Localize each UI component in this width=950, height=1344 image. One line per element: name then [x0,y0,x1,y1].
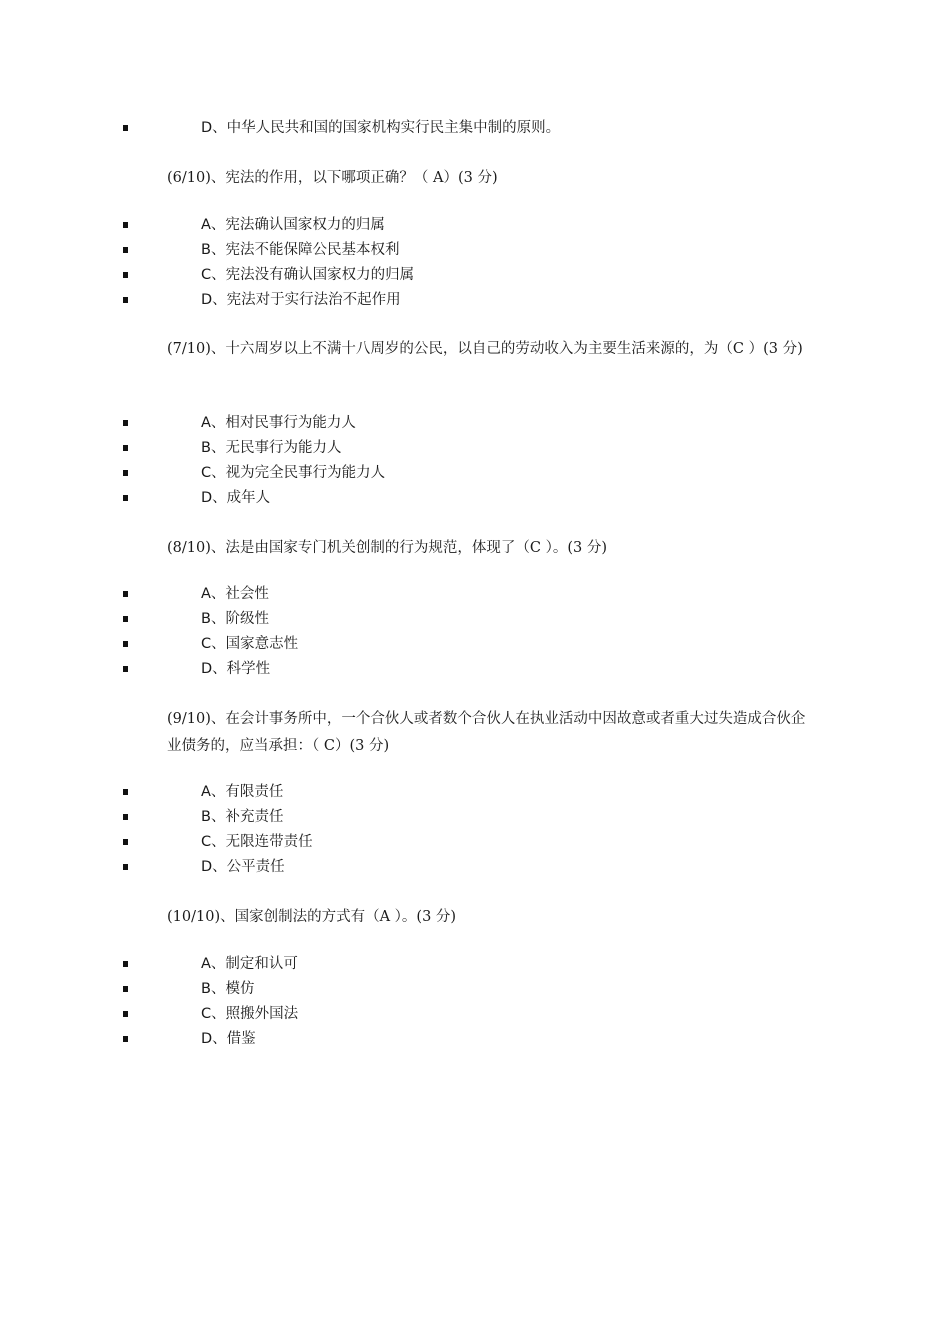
list-item [0,239,950,263]
option-text: C、宪法没有确认国家权力的归属 [201,267,415,283]
bullet-icon [123,666,128,672]
question-9-text: (9/10)、在会计事务所中，一个合伙人或者数个合伙人在执业活动中因故意或者重大过失造成合伙企业债务的，应当承担：（ C）(3 分) [167,711,806,754]
list-item [0,412,950,436]
list-item [0,781,950,805]
bullet-icon [123,961,128,967]
option-text: D、中华人民共和国的国家机构实行民主集中制的原则。 [201,120,561,136]
bullet-icon [123,297,128,303]
list-item [0,289,950,313]
option-text: D、宪法对于实行法治不起作用 [201,292,401,308]
list-item [0,806,950,830]
list-item [0,264,950,288]
list-item [0,437,950,461]
list-item [0,462,950,486]
bullet-icon [123,445,128,451]
list-item [0,831,950,855]
list-item [0,117,950,141]
option-text: D、成年人 [201,490,271,506]
bullet-icon [123,125,128,131]
bullet-icon [123,986,128,992]
list-item [0,1003,950,1027]
option-text: C、照搬外国法 [201,1006,299,1022]
option-text: B、阶级性 [201,611,269,627]
bullet-icon [123,616,128,622]
option-text: C、无限连带责任 [201,834,313,850]
bullet-icon [123,839,128,845]
list-item [0,583,950,607]
option-text: D、科学性 [201,661,271,677]
list-item [0,856,950,880]
bullet-icon [123,641,128,647]
bullet-icon [123,495,128,501]
bullet-icon [123,470,128,476]
bullet-icon [123,272,128,278]
option-text: B、无民事行为能力人 [201,440,342,456]
bullet-icon [123,222,128,228]
option-text: D、公平责任 [201,859,285,875]
list-item [0,1028,950,1052]
bullet-icon [123,247,128,253]
bullet-icon [123,420,128,426]
option-text: D、借鉴 [201,1031,256,1047]
bullet-icon [123,814,128,820]
bullet-icon [123,1011,128,1017]
list-item [0,658,950,682]
option-text: A、制定和认可 [201,956,298,972]
option-text: A、相对民事行为能力人 [201,415,356,431]
list-item [0,487,950,511]
bullet-icon [123,591,128,597]
list-item [0,978,950,1002]
option-text: C、视为完全民事行为能力人 [201,465,386,481]
option-text: A、宪法确认国家权力的归属 [201,217,385,233]
question-6-text: (6/10)、宪法的作用，以下哪项正确？（ A）(3 分) [167,170,498,186]
question-10-text: (10/10)、国家创制法的方式有（A ）。(3 分) [167,909,457,925]
option-text: A、社会性 [201,586,269,602]
bullet-icon [123,864,128,870]
option-text: C、国家意志性 [201,636,299,652]
bullet-icon [123,1036,128,1042]
question-8-text: (8/10)、法是由国家专门机关创制的行为规范，体现了（C ）。(3 分) [167,540,607,556]
bullet-icon [123,789,128,795]
list-item [0,214,950,238]
option-text: B、模仿 [201,981,255,997]
option-text: B、补充责任 [201,809,284,825]
list-item [0,608,950,632]
question-7-text: (7/10)、十六周岁以上不满十八周岁的公民，以自己的劳动收入为主要生活来源的，为（C ）(3 分) [167,341,803,357]
list-item [0,633,950,657]
option-text: B、宪法不能保障公民基本权利 [201,242,400,258]
list-item [0,953,950,977]
option-text: A、有限责任 [201,784,284,800]
